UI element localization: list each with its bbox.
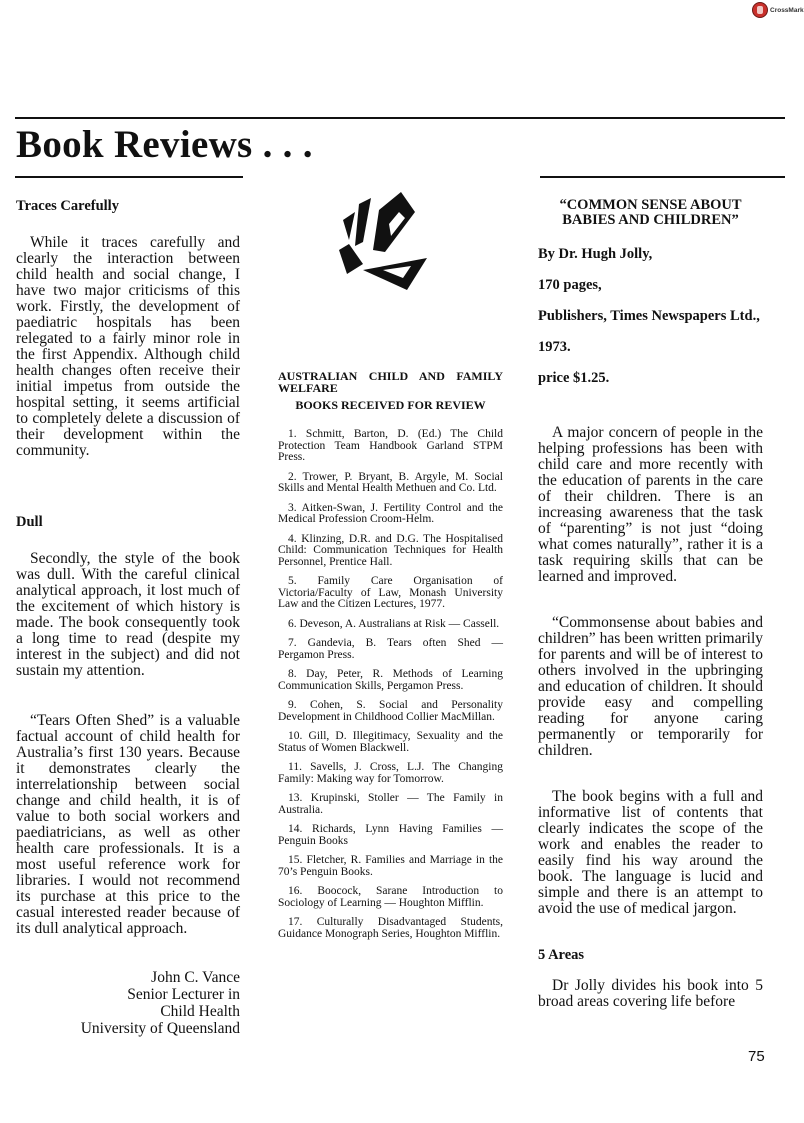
review-book-author: By Dr. Hugh Jolly, (538, 246, 653, 262)
list-item: 3. Aitken-Swan, J. Fertility Control and the Medical Profession Croom-Helm. (278, 501, 503, 525)
review-paragraph: The book begins with a full and informative list of contents that clearly indicates the scope of the work and enables the reader to easily find his way around the book. The language is lucid and simple and there is an attempt to avoid the use of medical jargon. (538, 788, 763, 917)
review-paragraph: “Tears Often Shed” is a valuable factual account of child health for Australia’s first 130 years. Because it demonstrates clearly the interrelationship between social change and child health, it is of value to both social workers and paediatricians, as well as other health care professionals. It is a most useful reference work for libraries. I would not recommend its purchase at this price to the casual interested reader because of its dull analytical approach. (16, 712, 240, 937)
list-item: 10. Gill, D. Illegitimacy, Sexuality and the Status of Women Blackwell. (278, 730, 503, 754)
list-item: 1. Schmitt, Barton, D. (Ed.) The Child Protection Team Handbook Garland STPM Press. (278, 428, 503, 463)
page-title: Book Reviews . . . (16, 123, 313, 166)
reviewer-title: Senior Lecturer in (127, 986, 240, 1003)
list-item: 15. Fletcher, R. Families and Marriage in the 70’s Penguin Books. (278, 854, 503, 878)
page-number: 75 (748, 1048, 765, 1065)
review-paragraph: A major concern of people in the helping professions has been with child care and more recently with the education of parents in the care of their children. There is an increasing awareness that the task of “parenting” is not just “doing what comes naturally”, rather it is a task requiring skills that can be learned and improved. (538, 424, 763, 585)
section-heading-dull: Dull (16, 514, 43, 530)
section-heading-welfare: AUSTRALIAN CHILD AND FAMILY WELFARE (278, 369, 503, 395)
list-item: 9. Cohen, S. Social and Personality Development in Childhood Collier MacMillan. (278, 699, 503, 723)
section-heading-books-received: BOOKS RECEIVED FOR REVIEW (295, 398, 486, 412)
section-heading-traces: Traces Carefully (16, 198, 119, 214)
list-item: 13. Krupinski, Stoller — The Family in Australia. (278, 792, 503, 816)
reviewer-dept: Child Health (160, 1003, 240, 1020)
review-paragraph: “Commonsense about babies and children” has been written primarily for parents and will be of interest to others involved in the upbringing and education of children. It should provide easy and compelling reading for anyone caring permanently or temporarily for children. (538, 614, 763, 759)
reviewer-name: John C. Vance (151, 969, 240, 986)
header-rule (15, 117, 785, 119)
reviewer-signature (16, 969, 240, 1037)
section-heading-5-areas: 5 Areas (538, 947, 585, 963)
crossmark-icon (752, 2, 768, 18)
list-item: 8. Day, Peter, R. Methods of Learning Communication Skills, Pergamon Press. (278, 668, 503, 692)
right-column (538, 198, 763, 1010)
list-item: 11. Savells, J. Cross, L.J. The Changing Family: Making way for Tomorrow. (278, 761, 503, 785)
list-item: 17. Culturally Disadvantaged Students, Guidance Monograph Series, Houghton Mifflin. (278, 916, 503, 940)
list-item: 2. Trower, P. Bryant, B. Argyle, M. Social Skills and Mental Health Methuen and Co. Ltd. (278, 470, 503, 494)
crossmark-badge[interactable] (752, 2, 804, 18)
crossmark-label: CrossMark (770, 6, 804, 14)
review-paragraph: Secondly, the style of the book was dull. With the careful clinical analytical approach, it lost much of the excitement of which history is made. The book consequently took a long time to read (despite my interest in the subject) and did not sustain my attention. (16, 550, 240, 679)
review-paragraph: While it traces carefully and clearly the interaction between child health and social change, I have two major criticisms of this work. Firstly, the development of paediatric hospitals has been relegated to a fairly minor role in the first Appendix. Although child health changes often receive their initial impetus from outside the hospital setting, it seems artificial to completely delete a discussion of their development within the community. (16, 234, 240, 459)
books-received-list (278, 429, 503, 940)
list-item: 6. Deveson, A. Australians at Risk — Cassell. (288, 617, 500, 630)
list-item: 5. Family Care Organisation of Victoria/Faculty of Law, Monash University Law and the Citizen Lectures, 1977. (278, 575, 503, 610)
review-book-price: price $1.25. (538, 370, 610, 386)
list-item: 4. Klinzing, D.R. and D.G. The Hospitalised Child: Communication Techniques for Health Personnel, Prentice Hall. (278, 532, 503, 568)
list-item: 16. Boocock, Sarane Introduction to Sociology of Learning — Houghton Mifflin. (278, 885, 503, 909)
left-column (16, 198, 240, 1037)
list-item: 14. Richards, Lynn Having Families — Penguin Books (278, 823, 503, 847)
journal-logo-icon (335, 190, 430, 290)
right-column-rule (540, 176, 785, 178)
left-column-rule (15, 176, 243, 178)
review-book-pages: 170 pages, (538, 277, 602, 293)
reviewer-institution: University of Queensland (80, 1020, 240, 1037)
middle-column (278, 190, 503, 940)
review-book-publisher: Publishers, Times Newspapers Ltd., (538, 308, 760, 324)
review-paragraph: Dr Jolly divides his book into 5 broad areas covering life before (538, 977, 763, 1010)
review-book-year: 1973. (538, 339, 571, 355)
list-item: 7. Gandevia, B. Tears often Shed — Pergamon Press. (278, 637, 503, 661)
review-book-title: “COMMON SENSE ABOUT BABIES AND CHILDREN” (559, 197, 742, 228)
